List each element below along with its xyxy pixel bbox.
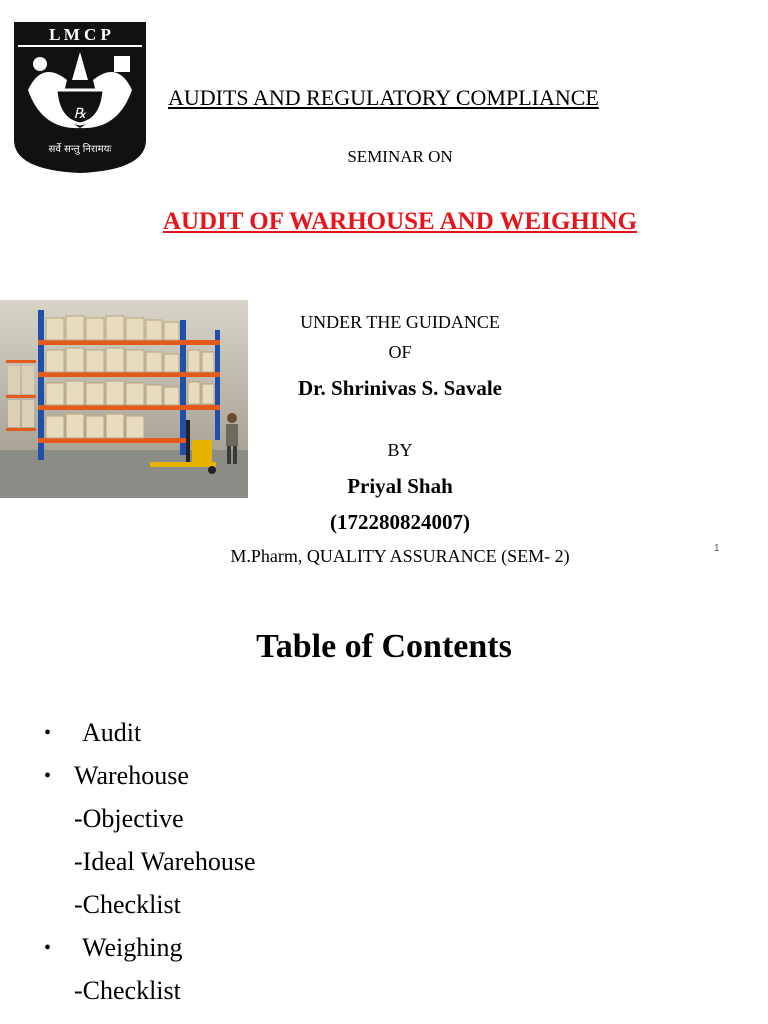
list-item bbox=[0, 847, 400, 879]
flask-icon bbox=[114, 56, 130, 72]
seminar-title: AUDIT OF WARHOUSE AND WEIGHING bbox=[162, 208, 638, 235]
page-number: 1 bbox=[714, 543, 720, 554]
student-name: Priyal Shah bbox=[347, 474, 453, 498]
globe-icon bbox=[33, 57, 47, 71]
list-item bbox=[0, 804, 400, 836]
toc-item-label: Audit bbox=[82, 718, 142, 747]
list-item bbox=[0, 718, 400, 750]
toc-item-label: -Ideal Warehouse bbox=[74, 847, 256, 876]
of-label: OF bbox=[388, 342, 412, 362]
bullet-icon: • bbox=[44, 765, 52, 787]
program-label: M.Pharm, QUALITY ASSURANCE (SEM- 2) bbox=[230, 546, 570, 566]
toc-item-label: Weighing bbox=[82, 933, 183, 962]
guide-name: Dr. Shrinivas S. Savale bbox=[297, 376, 503, 400]
toc-item-label: Warehouse bbox=[74, 761, 189, 790]
logo-motto: सर्वे सन्तु निरामयः bbox=[48, 144, 112, 155]
list-item bbox=[0, 890, 400, 922]
logo-text: L M C P bbox=[49, 25, 111, 44]
toc-item-label: -Checklist bbox=[74, 890, 181, 919]
rx-icon: ℞ bbox=[73, 107, 87, 122]
bullet-icon: • bbox=[44, 722, 52, 744]
toc-item-label: -Checklist bbox=[74, 976, 181, 1005]
warehouse-photo bbox=[0, 300, 248, 498]
list-item bbox=[0, 933, 400, 965]
toc-title: Table of Contents bbox=[256, 628, 512, 665]
by-label: BY bbox=[387, 440, 413, 460]
course-title: AUDITS AND REGULATORY COMPLIANCE bbox=[168, 85, 599, 110]
student-id: (172280824007) bbox=[330, 510, 470, 534]
seminar-label: SEMINAR ON bbox=[347, 147, 453, 166]
toc-item-label: -Objective bbox=[74, 804, 184, 833]
toc-slide bbox=[0, 600, 768, 1024]
guidance-label: UNDER THE GUIDANCE bbox=[300, 312, 500, 332]
list-item bbox=[0, 976, 400, 1008]
list-item bbox=[0, 761, 400, 793]
bullet-icon: • bbox=[44, 937, 52, 959]
